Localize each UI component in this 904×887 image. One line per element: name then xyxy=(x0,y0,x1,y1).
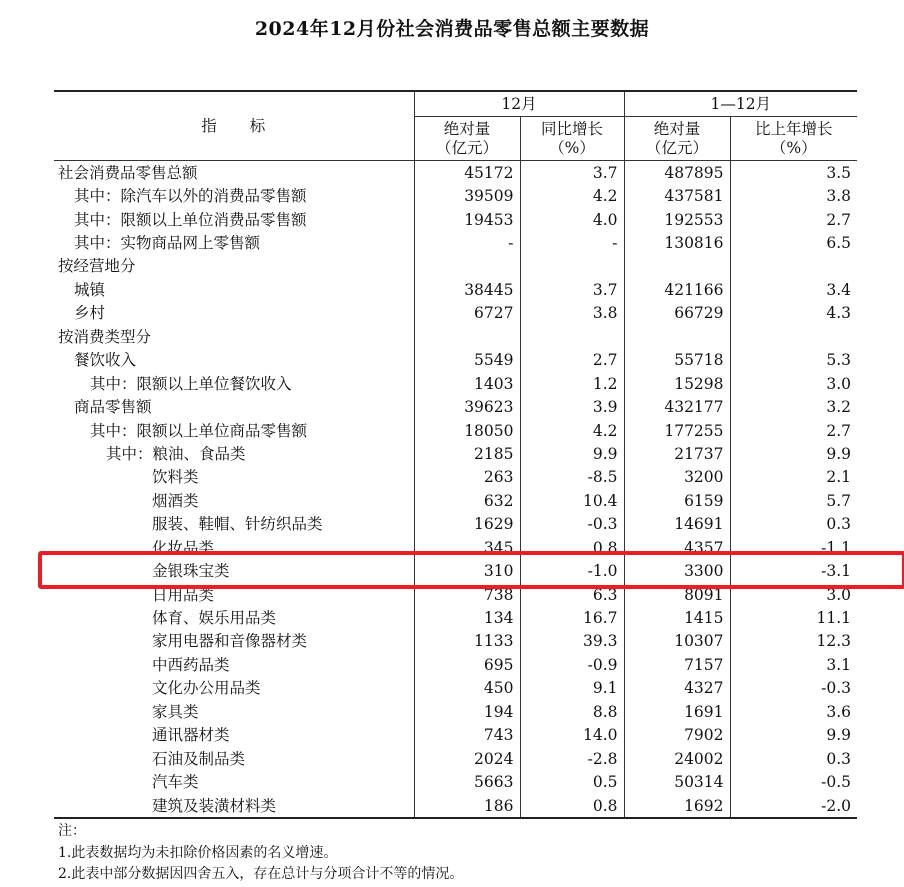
ytd-growth-cell: -2.0 xyxy=(730,794,857,818)
december-group-header: 12月 xyxy=(414,91,624,117)
dec-yoy-cell xyxy=(520,255,624,278)
ytd-abs-cell: 15298 xyxy=(624,372,730,395)
ytd-abs-cell: 432177 xyxy=(624,395,730,418)
dec-yoy-cell: 3.7 xyxy=(520,161,624,185)
dec-abs-cell: 345 xyxy=(414,536,520,559)
dec-yoy-cell: - xyxy=(520,231,624,254)
ytd-growth-cell: 3.5 xyxy=(730,161,857,185)
dec-yoy-cell: 3.8 xyxy=(520,302,624,325)
ytd-growth-cell: 5.3 xyxy=(730,349,857,372)
ytd-growth-cell: 2.7 xyxy=(730,419,857,442)
table-row xyxy=(54,184,857,207)
table-row xyxy=(54,372,857,395)
dec-abs-cell: 450 xyxy=(414,677,520,700)
dec-yoy-cell: 3.9 xyxy=(520,395,624,418)
ytd-growth-cell: 3.4 xyxy=(730,278,857,301)
ytd-growth-cell: -0.3 xyxy=(730,677,857,700)
dec-yoy-cell: 9.9 xyxy=(520,442,624,465)
dec-yoy-cell: 2.7 xyxy=(520,349,624,372)
ytd-abs-cell: 50314 xyxy=(624,770,730,793)
row-label: 金银珠宝类 xyxy=(152,562,230,581)
table-row xyxy=(54,724,857,747)
dec-abs-cell: 743 xyxy=(414,724,520,747)
dec-abs-cell xyxy=(414,325,520,348)
ytd-abs-cell xyxy=(624,325,730,348)
ytd-abs-cell: 1692 xyxy=(624,794,730,818)
row-label: 其中：限额以上单位餐饮收入 xyxy=(90,374,292,393)
ytd-abs-cell: 7902 xyxy=(624,724,730,747)
ytd-growth-cell: 0.3 xyxy=(730,513,857,536)
ytd-abs-cell: 24002 xyxy=(624,747,730,770)
row-label: 其中：限额以上单位商品零售额 xyxy=(90,421,308,440)
ytd-growth-header: 比上年增长 （%） xyxy=(730,117,857,161)
dec-abs-cell: 5549 xyxy=(414,349,520,372)
dec-abs-cell: 45172 xyxy=(414,161,520,185)
table-row xyxy=(54,583,857,606)
table-row xyxy=(54,278,857,301)
row-label: 化妆品类 xyxy=(152,538,215,557)
ytd-growth-cell: 3.8 xyxy=(730,184,857,207)
row-label: 城镇 xyxy=(74,280,106,299)
row-label: 饮料类 xyxy=(152,468,199,487)
table-row xyxy=(54,442,857,465)
table-row xyxy=(54,302,857,325)
dec-abs-cell: 38445 xyxy=(414,278,520,301)
ytd-abs-header: 绝对量 （亿元） xyxy=(624,117,730,161)
ytd-abs-cell xyxy=(624,255,730,278)
dec-yoy-cell: -0.9 xyxy=(520,653,624,676)
dec-yoy-cell: 4.2 xyxy=(520,419,624,442)
dec-abs-cell: 5663 xyxy=(414,770,520,793)
dec-yoy-cell xyxy=(520,325,624,348)
dec-yoy-cell: 0.5 xyxy=(520,770,624,793)
ytd-abs-cell: 421166 xyxy=(624,278,730,301)
table-row xyxy=(54,255,857,278)
ytd-growth-cell: 3.0 xyxy=(730,583,857,606)
ytd-growth-cell: 3.6 xyxy=(730,700,857,723)
row-label: 餐饮收入 xyxy=(74,351,137,370)
ytd-growth-cell: 11.1 xyxy=(730,606,857,629)
dec-abs-cell: 134 xyxy=(414,606,520,629)
ytd-abs-cell: 177255 xyxy=(624,419,730,442)
dec-abs-cell: 18050 xyxy=(414,419,520,442)
table-row xyxy=(54,513,857,536)
table-row xyxy=(54,466,857,489)
ytd-abs-cell: 3200 xyxy=(624,466,730,489)
row-label: 家具类 xyxy=(152,702,199,721)
row-label: 其中：限额以上单位消费品零售额 xyxy=(74,210,307,229)
table-row xyxy=(54,231,857,254)
ytd-growth-cell: 6.5 xyxy=(730,231,857,254)
row-label: 其中：粮油、食品类 xyxy=(106,444,246,463)
row-label: 体育、娱乐用品类 xyxy=(152,609,277,628)
table-row xyxy=(54,489,857,512)
dec-yoy-cell: 6.3 xyxy=(520,583,624,606)
table-row xyxy=(54,794,857,818)
table-row xyxy=(54,700,857,723)
table-row xyxy=(54,536,857,559)
table-row xyxy=(54,630,857,653)
dec-abs-cell: 263 xyxy=(414,466,520,489)
row-label: 家用电器和音像器材类 xyxy=(152,632,308,651)
dec-yoy-cell: 10.4 xyxy=(520,489,624,512)
dec-yoy-cell: 0.8 xyxy=(520,794,624,818)
ytd-abs-cell: 487895 xyxy=(624,161,730,185)
ytd-growth-cell: 4.3 xyxy=(730,302,857,325)
row-label: 乡村 xyxy=(74,304,106,323)
dec-yoy-cell: -8.5 xyxy=(520,466,624,489)
ytd-abs-cell: 3300 xyxy=(624,559,730,582)
ytd-growth-cell: 9.9 xyxy=(730,724,857,747)
row-label: 按消费类型分 xyxy=(58,327,152,346)
row-label: 日用品类 xyxy=(152,585,215,604)
ytd-group-header: 1—12月 xyxy=(624,91,857,117)
dec-yoy-cell: 3.7 xyxy=(520,278,624,301)
dec-abs-cell: 6727 xyxy=(414,302,520,325)
dec-abs-cell: - xyxy=(414,231,520,254)
ytd-growth-cell xyxy=(730,325,857,348)
ytd-abs-cell: 14691 xyxy=(624,513,730,536)
dec-abs-cell: 632 xyxy=(414,489,520,512)
dec-yoy-header: 同比增长 （%） xyxy=(520,117,624,161)
ytd-growth-cell: 5.7 xyxy=(730,489,857,512)
dec-yoy-cell: -2.8 xyxy=(520,747,624,770)
indicator-header: 指 标 xyxy=(54,91,414,161)
ytd-growth-cell: 3.0 xyxy=(730,372,857,395)
table-row xyxy=(54,606,857,629)
dec-yoy-cell: 14.0 xyxy=(520,724,624,747)
dec-yoy-cell: 4.0 xyxy=(520,208,624,231)
row-label: 服装、鞋帽、针纺织品类 xyxy=(152,515,323,534)
dec-yoy-cell: 16.7 xyxy=(520,606,624,629)
note-item: 1.此表数据均为未扣除价格因素的名义增速。 xyxy=(58,844,338,861)
table-row xyxy=(54,559,857,582)
ytd-abs-cell: 55718 xyxy=(624,349,730,372)
row-label: 其中：实物商品网上零售额 xyxy=(74,234,261,253)
ytd-growth-cell: 2.7 xyxy=(730,208,857,231)
dec-yoy-cell: 0.8 xyxy=(520,536,624,559)
row-label: 汽车类 xyxy=(152,773,199,792)
ytd-abs-cell: 192553 xyxy=(624,208,730,231)
ytd-abs-cell: 437581 xyxy=(624,184,730,207)
ytd-abs-cell: 4357 xyxy=(624,536,730,559)
dec-yoy-cell: 9.1 xyxy=(520,677,624,700)
ytd-growth-cell: 12.3 xyxy=(730,630,857,653)
table-row xyxy=(54,161,857,185)
row-label: 石油及制品类 xyxy=(152,749,246,768)
ytd-abs-cell: 130816 xyxy=(624,231,730,254)
notes-heading: 注： xyxy=(58,823,86,839)
ytd-abs-cell: 6159 xyxy=(624,489,730,512)
dec-abs-cell: 2185 xyxy=(414,442,520,465)
row-label: 其中：除汽车以外的消费品零售额 xyxy=(74,187,307,206)
dec-abs-cell: 194 xyxy=(414,700,520,723)
ytd-growth-cell: 3.1 xyxy=(730,653,857,676)
page-title: 2024年12月份社会消费品零售总额主要数据 xyxy=(254,18,650,40)
dec-yoy-cell: -1.0 xyxy=(520,559,624,582)
dec-abs-cell: 310 xyxy=(414,559,520,582)
dec-abs-cell: 2024 xyxy=(414,747,520,770)
row-label: 通讯器材类 xyxy=(152,726,230,745)
table-row xyxy=(54,395,857,418)
ytd-abs-cell: 1415 xyxy=(624,606,730,629)
row-label: 社会消费品零售总额 xyxy=(58,163,198,182)
table-body xyxy=(54,161,857,819)
row-label: 按经营地分 xyxy=(58,257,136,276)
ytd-abs-cell: 1691 xyxy=(624,700,730,723)
ytd-abs-cell: 7157 xyxy=(624,653,730,676)
table-row xyxy=(54,349,857,372)
row-label: 烟酒类 xyxy=(152,491,199,510)
table-row xyxy=(54,770,857,793)
dec-yoy-cell: 4.2 xyxy=(520,184,624,207)
dec-yoy-cell: -0.3 xyxy=(520,513,624,536)
dec-abs-cell: 19453 xyxy=(414,208,520,231)
row-label: 商品零售额 xyxy=(74,398,152,417)
dec-abs-cell xyxy=(414,255,520,278)
row-label: 建筑及装潢材料类 xyxy=(54,794,414,818)
dec-abs-cell: 1133 xyxy=(414,630,520,653)
ytd-abs-cell: 8091 xyxy=(624,583,730,606)
ytd-abs-cell: 4327 xyxy=(624,677,730,700)
table-row xyxy=(54,325,857,348)
dec-abs-cell: 695 xyxy=(414,653,520,676)
ytd-growth-cell: -3.1 xyxy=(730,559,857,582)
dec-abs-cell: 39509 xyxy=(414,184,520,207)
dec-abs-cell: 1629 xyxy=(414,513,520,536)
ytd-growth-cell: 2.1 xyxy=(730,466,857,489)
row-label: 文化办公用品类 xyxy=(152,679,261,698)
dec-abs-cell: 186 xyxy=(414,794,520,818)
ytd-growth-cell xyxy=(730,255,857,278)
ytd-growth-cell: -0.5 xyxy=(730,770,857,793)
ytd-growth-cell: 9.9 xyxy=(730,442,857,465)
notes xyxy=(58,821,463,886)
table-row xyxy=(54,419,857,442)
ytd-growth-cell: 3.2 xyxy=(730,395,857,418)
table-row xyxy=(54,208,857,231)
dec-yoy-cell: 39.3 xyxy=(520,630,624,653)
row-label: 中西药品类 xyxy=(152,655,230,674)
dec-abs-header: 绝对量 （亿元） xyxy=(414,117,520,161)
ytd-abs-cell: 10307 xyxy=(624,630,730,653)
dec-yoy-cell: 1.2 xyxy=(520,372,624,395)
dec-yoy-cell: 8.8 xyxy=(520,700,624,723)
note-item: 2.此表中部分数据因四舍五入，存在总计与分项合计不等的情况。 xyxy=(58,866,464,882)
table-row xyxy=(54,747,857,770)
dec-abs-cell: 39623 xyxy=(414,395,520,418)
table-row xyxy=(54,677,857,700)
dec-abs-cell: 1403 xyxy=(414,372,520,395)
table-row xyxy=(54,653,857,676)
dec-abs-cell: 738 xyxy=(414,583,520,606)
retail-sales-table xyxy=(54,90,857,819)
ytd-growth-cell: 0.3 xyxy=(730,747,857,770)
ytd-growth-cell: -1.1 xyxy=(730,536,857,559)
ytd-abs-cell: 66729 xyxy=(624,302,730,325)
ytd-abs-cell: 21737 xyxy=(624,442,730,465)
